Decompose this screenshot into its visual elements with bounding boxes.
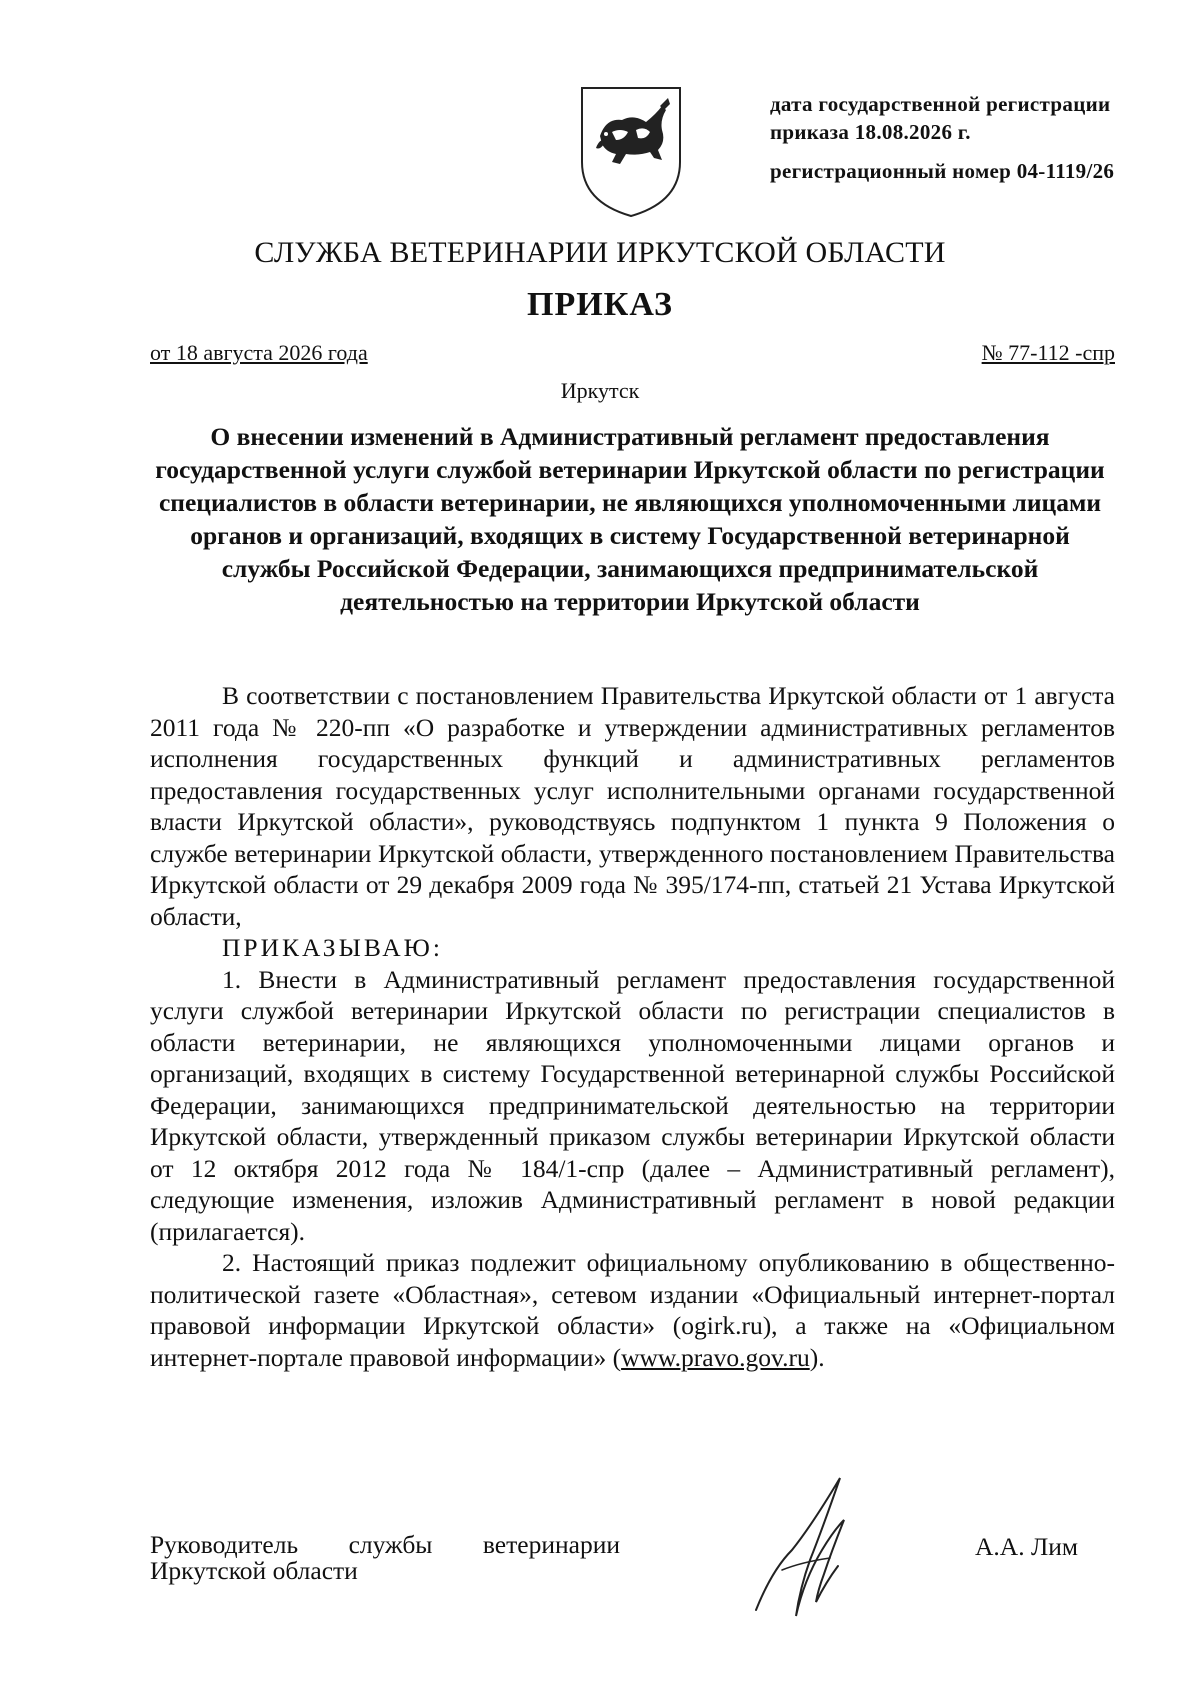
document-date: от 18 августа 2026 года <box>150 340 368 365</box>
pravo-gov-link[interactable]: www.pravo.gov.ru <box>621 1342 810 1372</box>
signatory-name: А.А. Лим <box>975 1532 1079 1561</box>
registration-number: регистрационный номер 04-1119/26 <box>770 159 1115 183</box>
document-type: ПРИКАЗ <box>527 286 673 323</box>
order-word: ПРИКАЗЫВАЮ: <box>222 933 443 962</box>
role-word-1: Руководитель <box>150 1530 299 1559</box>
role-word-2: службы <box>348 1530 433 1559</box>
item-2-text: 2. Настоящий приказ подлежит официальному опубликованию в общественно-политической газете «Областная», сетевом издании «Официальный интернет-портал правовой информации Иркутской области» (ogirk.ru), а также на «Официальном интернет-портале правовой информации» ( <box>150 1248 1115 1372</box>
item-2-paragraph <box>150 1247 1115 1373</box>
document-title: О внесении изменений в Административный регламент предоставления государственной услуги службой ветеринарии Иркутской области по регистрации специалистов в области ветеринарии, не являющихся уполномоченными лицами органов и организаций, входящих в систему Государственной ветеринарной службы Российской Федерации, занимающихся предпринимательской деятельностью на территории Иркутской области <box>155 422 1105 616</box>
item-1-paragraph: 1. Внести в Административный регламент предоставления государственной услуги службой ветеринарии Иркутской области по регистрации специалистов в области ветеринарии, не являющихся уполномоченными лицами органов и организаций, входящих в систему Государственной ветеринарной службы Российской Федерации, занимающихся предпринимательской деятельностью на территории Иркутской области, утвержденный приказом службы ветеринарии Иркутской области от 12 октября 2012 года № 184/1-спр (далее – Административный регламент), следующие изменения, изложив Административный регламент в новой редакции (прилагается). <box>150 964 1115 1246</box>
document-city: Иркутск <box>560 378 640 403</box>
signatory-role <box>150 1532 620 1584</box>
role-line-2: Иркутской области <box>150 1556 358 1585</box>
agency-name: СЛУЖБА ВЕТЕРИНАРИИ ИРКУТСКОЙ ОБЛАСТИ <box>254 236 946 269</box>
registration-line-1: дата государственной регистрации <box>770 92 1111 116</box>
coat-of-arms-emblem <box>576 84 686 220</box>
document-body <box>150 680 1115 1373</box>
registration-stamp <box>770 90 1150 185</box>
role-word-3: ветеринарии <box>482 1530 620 1559</box>
handwritten-signature <box>752 1470 867 1620</box>
item-2-end: ). <box>809 1342 825 1372</box>
registration-line-2: приказа 18.08.2026 г. <box>770 120 971 144</box>
preamble-paragraph: В соответствии с постановлением Правительства Иркутской области от 1 августа 2011 года № 220-пп «О разработке и утверждении административных регламентов исполнения государственных функций и административных регламентов предоставления государственных услуг исполнительными органами государственной власти Иркутской области», руководствуясь подпунктом 1 пункта 9 Положения о службе ветеринарии Иркутской области, утвержденного постановлением Правительства Иркутской области от 29 декабря 2009 года № 395/174-пп, статьей 21 Устава Иркутской области, <box>150 681 1115 931</box>
document-number: № 77-112 -спр <box>981 340 1115 365</box>
